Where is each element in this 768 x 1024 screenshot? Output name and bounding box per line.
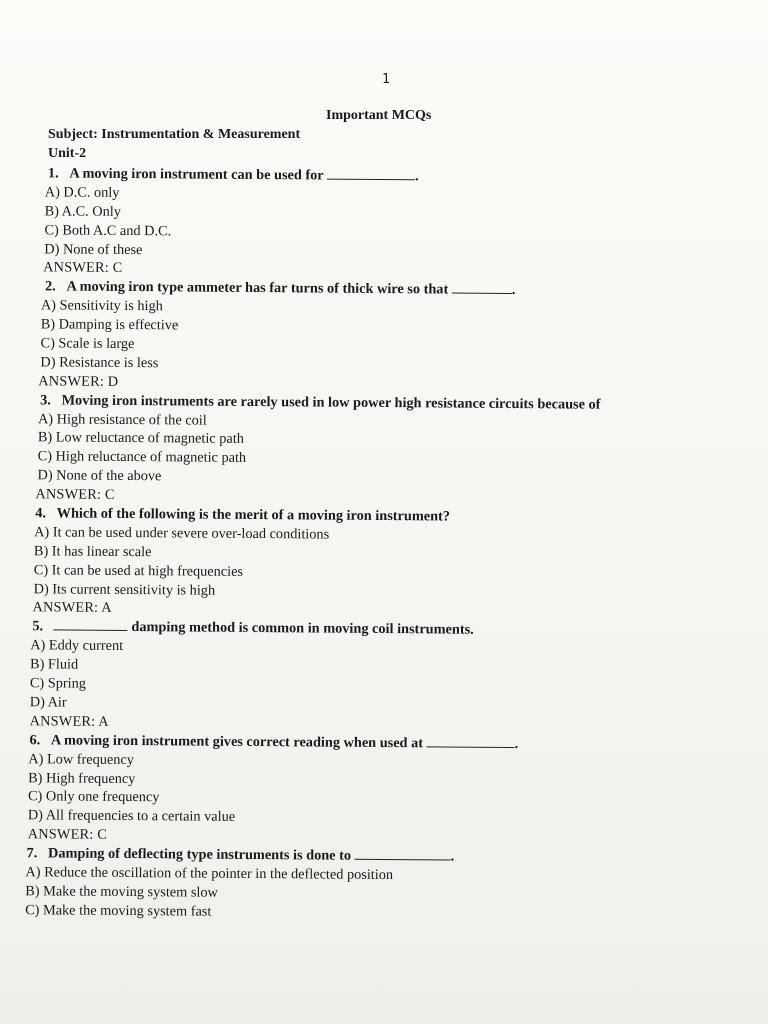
question-trail: . <box>414 168 419 185</box>
option-d: D) Air <box>29 694 67 711</box>
option-a: A) Reduce the oscillation of the pointer in the deflected position <box>25 864 394 884</box>
option-a: A) It can be used under severe over-load conditions <box>34 524 330 543</box>
option-b: B) It has linear scale <box>33 543 152 561</box>
question-trail: . <box>514 735 519 752</box>
option-c: C) Scale is large <box>40 335 135 353</box>
option-b: B) Damping is effective <box>40 316 179 334</box>
unit-line: Unit-2 <box>48 146 87 161</box>
question-number: 2. <box>44 278 60 295</box>
question-number: 3. <box>40 392 55 409</box>
answer-blank <box>355 847 451 861</box>
answer-line: ANSWER: D <box>38 373 119 390</box>
page-number: 1 <box>382 72 390 87</box>
answer-blank <box>54 618 128 632</box>
answer-blank <box>427 734 515 748</box>
option-d: D) None of the above <box>37 467 162 485</box>
option-a: A) Eddy current <box>30 637 124 655</box>
question-trail: . <box>511 282 516 299</box>
document-title: Important MCQs <box>326 108 432 123</box>
answer-blank <box>327 167 415 181</box>
option-a: A) Sensitivity is high <box>40 297 163 315</box>
question-number: 7. <box>26 845 41 862</box>
option-a: A) D.C. only <box>44 184 120 201</box>
question-number: 1. <box>47 165 63 182</box>
option-c: C) Only one frequency <box>27 788 160 806</box>
question-trail: . <box>450 848 455 865</box>
answer-line: ANSWER: C <box>43 259 123 277</box>
answer-line: ANSWER: A <box>29 713 109 730</box>
question-text: Damping of deflecting type instruments is done to <box>47 845 352 864</box>
answer-line: ANSWER: A <box>32 599 112 617</box>
answer-blank <box>452 281 512 294</box>
option-a: A) High resistance of the coil <box>37 410 207 429</box>
option-d: D) Resistance is less <box>40 354 159 372</box>
question-number: 6. <box>29 731 44 749</box>
option-b: B) Make the moving system slow <box>25 883 218 901</box>
option-c: C) It can be used at high frequencies <box>33 561 244 580</box>
option-b: B) Fluid <box>30 656 79 673</box>
option-c: C) Make the moving system fast <box>25 901 212 920</box>
subject-line: Subject: Instrumentation & Measurement <box>48 127 301 142</box>
option-d: D) All frequencies to a certain value <box>27 807 236 826</box>
question-text: A moving iron instrument can be used for <box>69 165 324 184</box>
question-text: Which of the following is the merit of a moving iron instrument? <box>56 505 451 525</box>
option-d: D) None of these <box>44 240 143 258</box>
option-d: D) Its current sensitivity is high <box>33 580 216 599</box>
question-number: 4. <box>35 505 50 522</box>
option-c: C) Spring <box>29 675 86 692</box>
question-text: Moving iron instruments are rarely used in low power high resistance circuits because of <box>61 392 601 413</box>
option-b: B) High frequency <box>28 769 136 787</box>
mcq-list <box>0 164 768 926</box>
option-c: C) High reluctance of magnetic path <box>37 448 247 467</box>
option-b: B) A.C. Only <box>44 203 121 220</box>
option-b: B) Low reluctance of magnetic path <box>37 429 244 448</box>
option-c: C) Both A.C and D.C. <box>44 222 172 240</box>
question-text: A moving iron instrument gives correct reading when used at <box>50 732 424 752</box>
option-a: A) Low frequency <box>28 750 134 768</box>
answer-line: ANSWER: C <box>35 486 115 504</box>
answer-line: ANSWER: C <box>27 826 108 844</box>
question-text: damping method is common in moving coil instruments. <box>131 619 474 639</box>
question-text: A moving iron type ammeter has far turns of thick wire so that <box>66 278 449 298</box>
question-number: 5. <box>32 618 47 635</box>
